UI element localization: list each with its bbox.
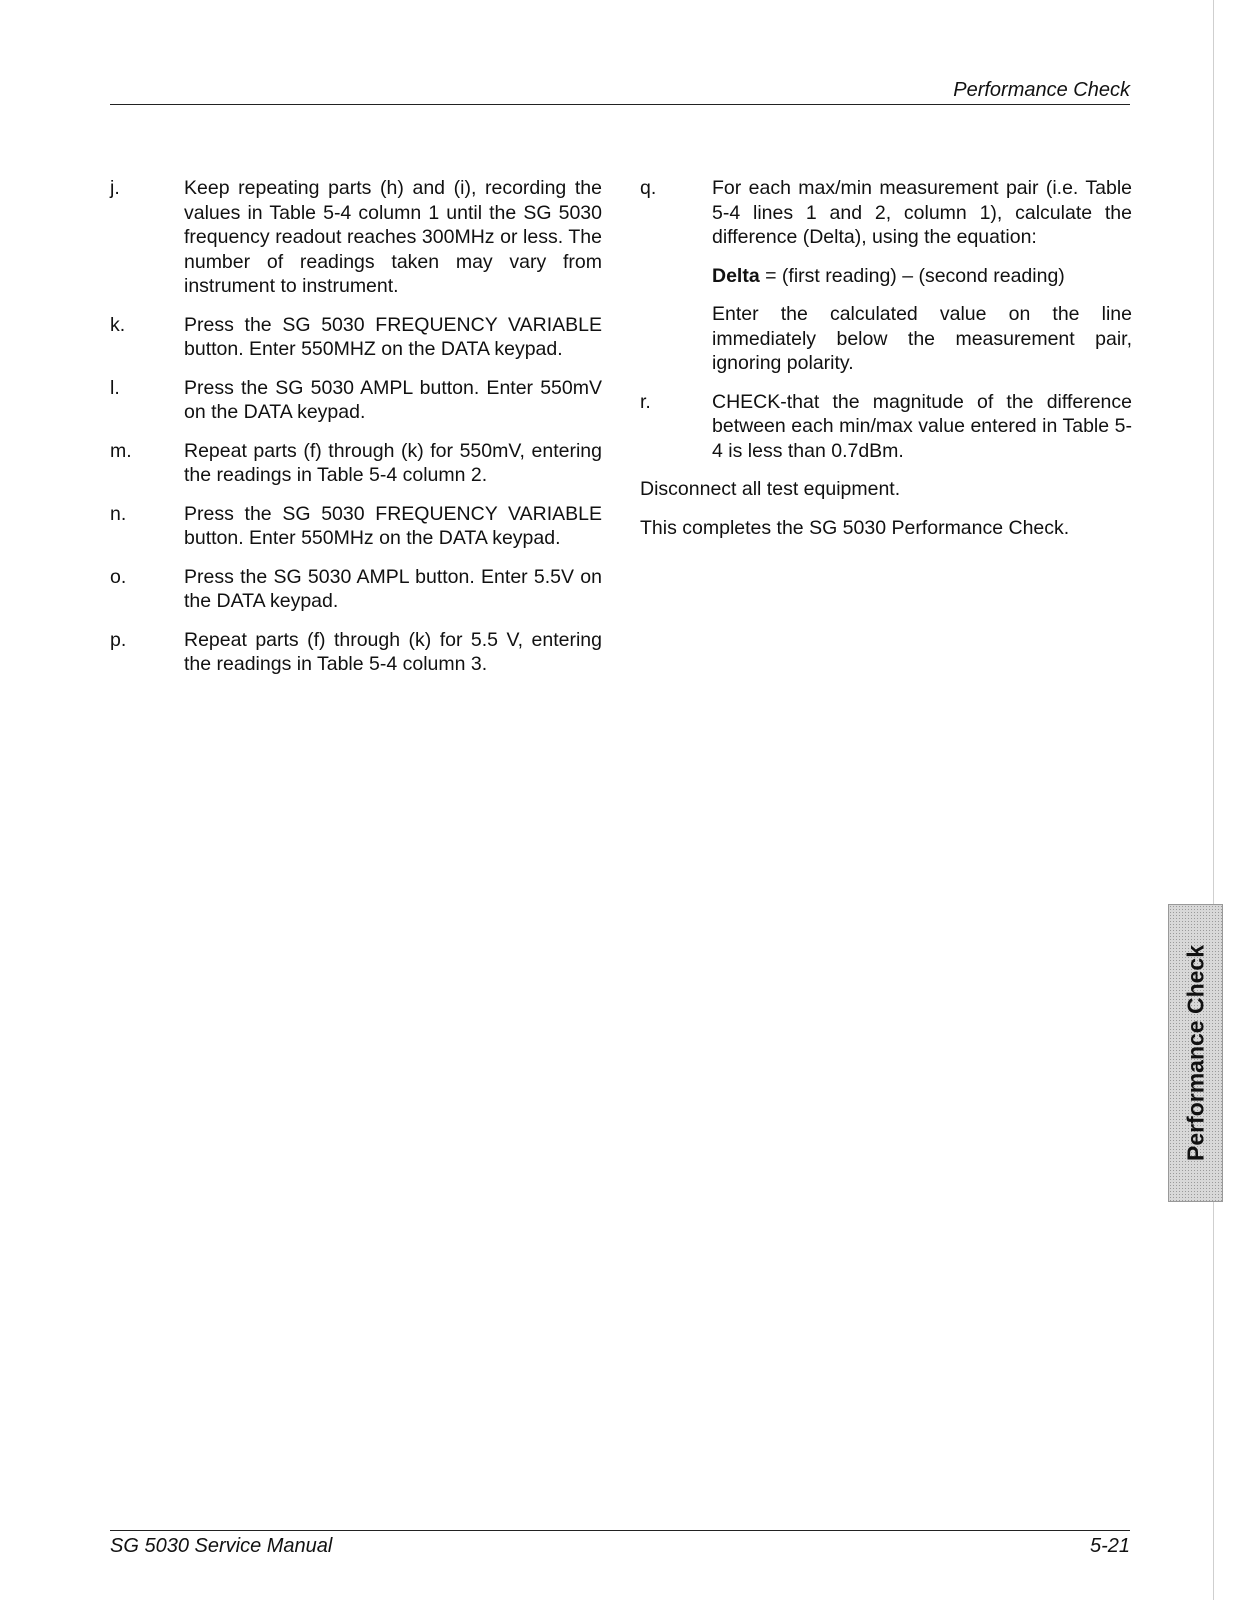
step-p xyxy=(110,628,602,677)
step-text: Keep repeating parts (h) and (i), recording the values in Table 5-4 column 1 until the SG 5030 frequency readout reaches 300MHz or less. The number of readings taken may vary from instrument to instrument. xyxy=(184,177,602,297)
step-letter: n. xyxy=(110,502,127,525)
step-text: Press the SG 5030 AMPL button. Enter 550mV on the DATA keypad. xyxy=(184,376,602,423)
step-letter: r. xyxy=(640,390,651,413)
step-k xyxy=(110,313,602,362)
step-l xyxy=(110,376,602,425)
step-text: For each max/min measurement pair (i.e. Table 5-4 lines 1 and 2, column 1), calculate the difference (Delta), using the equation: xyxy=(712,177,1132,248)
footer-title: SG 5030 Service Manual xyxy=(110,1535,333,1557)
step-followup: Enter the calculated value on the line immediately below the measurement pair, ignoring polarity. xyxy=(712,303,1132,374)
step-q xyxy=(640,176,1132,376)
step-letter: j. xyxy=(110,177,120,199)
step-r xyxy=(640,390,1132,464)
left-column xyxy=(110,176,602,691)
completion-text: This completes the SG 5030 Performance Check. xyxy=(640,516,1070,539)
step-body xyxy=(712,176,1132,376)
page-number: 5-21 xyxy=(1089,1535,1130,1557)
page-footer xyxy=(110,1530,1130,1557)
step-letter: p. xyxy=(110,628,127,651)
step-n xyxy=(110,502,602,551)
step-text: Press the SG 5030 AMPL button. Enter 5.5V on the DATA keypad. xyxy=(184,565,602,612)
side-tab-label: Performance Check xyxy=(1182,944,1208,1162)
disconnect-text: Disconnect all test equipment. xyxy=(640,478,901,500)
delta-equation xyxy=(712,264,1132,289)
right-column xyxy=(640,176,1132,554)
equation-text: = (first reading) – (second reading) xyxy=(759,264,1065,287)
step-letter: q. xyxy=(640,177,657,199)
step-text: Repeat parts (f) through (k) for 550mV, entering the readings in Table 5-4 column 2. xyxy=(184,439,602,486)
step-letter: m. xyxy=(110,439,132,462)
step-letter: l. xyxy=(110,376,120,399)
page-header xyxy=(110,78,1130,105)
step-text: CHECK-that the magnitude of the difference between each min/max value entered in Table 5-4 is less than 0.7dBm. xyxy=(712,390,1132,462)
step-text: Press the SG 5030 FREQUENCY VARIABLE button. Enter 550MHz on the DATA keypad. xyxy=(184,502,602,549)
step-text: Press the SG 5030 FREQUENCY VARIABLE button. Enter 550MHZ on the DATA keypad. xyxy=(184,313,602,360)
section-side-tab xyxy=(1168,904,1223,1202)
equation-label: Delta xyxy=(712,264,760,287)
step-letter: o. xyxy=(110,565,127,588)
header-title: Performance Check xyxy=(953,79,1130,101)
page-edge-line xyxy=(1213,0,1214,1600)
step-m xyxy=(110,439,602,488)
step-o xyxy=(110,565,602,614)
step-j xyxy=(110,176,602,299)
step-text: Repeat parts (f) through (k) for 5.5 V, entering the readings in Table 5-4 column 3. xyxy=(184,628,602,675)
step-letter: k. xyxy=(110,313,126,336)
